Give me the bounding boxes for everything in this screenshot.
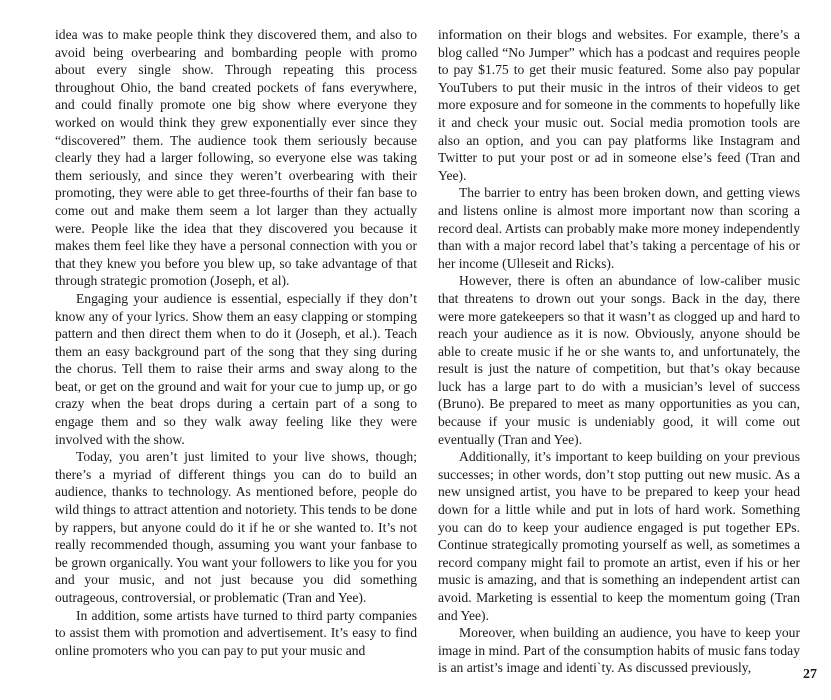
paragraph: In addition, some artists have turned to third party companies to assist them with promotion and advertisement. It’s easy to find online promoters who you can pay to put your music and [55, 607, 417, 658]
paragraph: Engaging your audience is essential, especially if they don’t know any of your lyrics. Show them an easy clapping or stomping pattern and then direct them when to do it (Joseph, et al.). Teach them an easy background part of the song that they sing during the chorus. Tell them to raise their arms and sway along to the beat, or get on the ground and wait for your cue to jump up, or go crazy when the beat drops during a certain part of a song to engage them and so they walk away feeling like they were involved with the show. [55, 290, 417, 447]
paragraph: Moreover, when building an audience, you have to keep your image in mind. Part of the consumption habits of music fans today is an artist’s image and identi`ty. As discussed previously, [438, 625, 800, 676]
paragraph: idea was to make people think they discovered them, and also to avoid being overbearing and bombarding people with promo about every single show. Through repeating this process throughout Ohio, the band created pockets of fans everywhere, and could finally promote one big show where everyone they worked on would think they grew exponentially ever since they “discovered” them. The audience took them seriously because clearly they had a larger following, so everyone else was taking them seriously, and since they weren’t overbearing with their promoting, they were able to get three-fourths of their fan base to come out and make them seem a lot larger than they actually were. People like the idea that they discovered you because it makes them feel like they have a personal connection with you or that they knew you before you blew up, so take advantage of that through strategic promotion (Joseph, et al). [55, 27, 417, 289]
paragraph: The barrier to entry has been broken down, and getting views and listens online is almost more important now than scoring a record deal. Artists can probably make more money independently than with a major record label that’s taking a percentage of his or her income (Ulleseit and Ricks). [438, 185, 801, 271]
paragraph: However, there is often an abundance of low-caliber music that threatens to drown out your songs. Back in the day, there were more gatekeepers so that it wasn’t as clogged up and hard to reach your audience as it is now. Obviously, anyone should be able to create music if he or she wants to, and unfortunately, the result is just the nature of competition, but that’s okay because luck has a large part to do with a musician’s level of success (Bruno). Be prepared to meet as many opportunities as you can, because if your music is undeniably good, it will come out eventually (Tran and Yee). [438, 273, 800, 447]
paragraph: information on their blogs and websites. For example, there’s a blog called “No Jumper” which has a podcast and requires people to pay $1.75 to get their music featured. Some also pay popular YouTubers to put their music in the intros of their videos to get more exposure and for someone in the comments to hopefully like it and check your music out. Social media promotion tools are also an option, and you can pay platforms like Instagram and Twitter to put your post or ad in someone else’s feed (Tran and Yee). [438, 27, 800, 183]
right-text-column [438, 26, 800, 677]
paragraph: Today, you aren’t just limited to your live shows, though; there’s a myriad of different things you can do to build an audience, thanks to technology. As mentioned before, people do wild things to attract attention and notoriety. This tends to be done by rappers, but anyone could do it if he or she wanted to. It’s not really recommended though, assuming you want your fanbase to be grown organically. You want your followers to like you for you and your music, and not just because you did something outrageous, controversial, or problematic (Tran and Yee). [55, 449, 417, 605]
page-number: 27 [803, 667, 817, 682]
left-text-column [55, 26, 417, 659]
paragraph: Additionally, it’s important to keep building on your previous successes; in other words, don’t stop putting out new music. As a new unsigned artist, you have to be prepared to keep your head down for a little while and put in lots of hard work. Something you can do to keep your audience engaged is put together EPs. Continue strategically promoting yourself as well, as sometimes a record company might fail to promote an artist, even if his or her music is amazing, and that is something an independent artist can avoid. Marketing is essential to keep the momentum going (Tran and Yee). [438, 449, 800, 623]
